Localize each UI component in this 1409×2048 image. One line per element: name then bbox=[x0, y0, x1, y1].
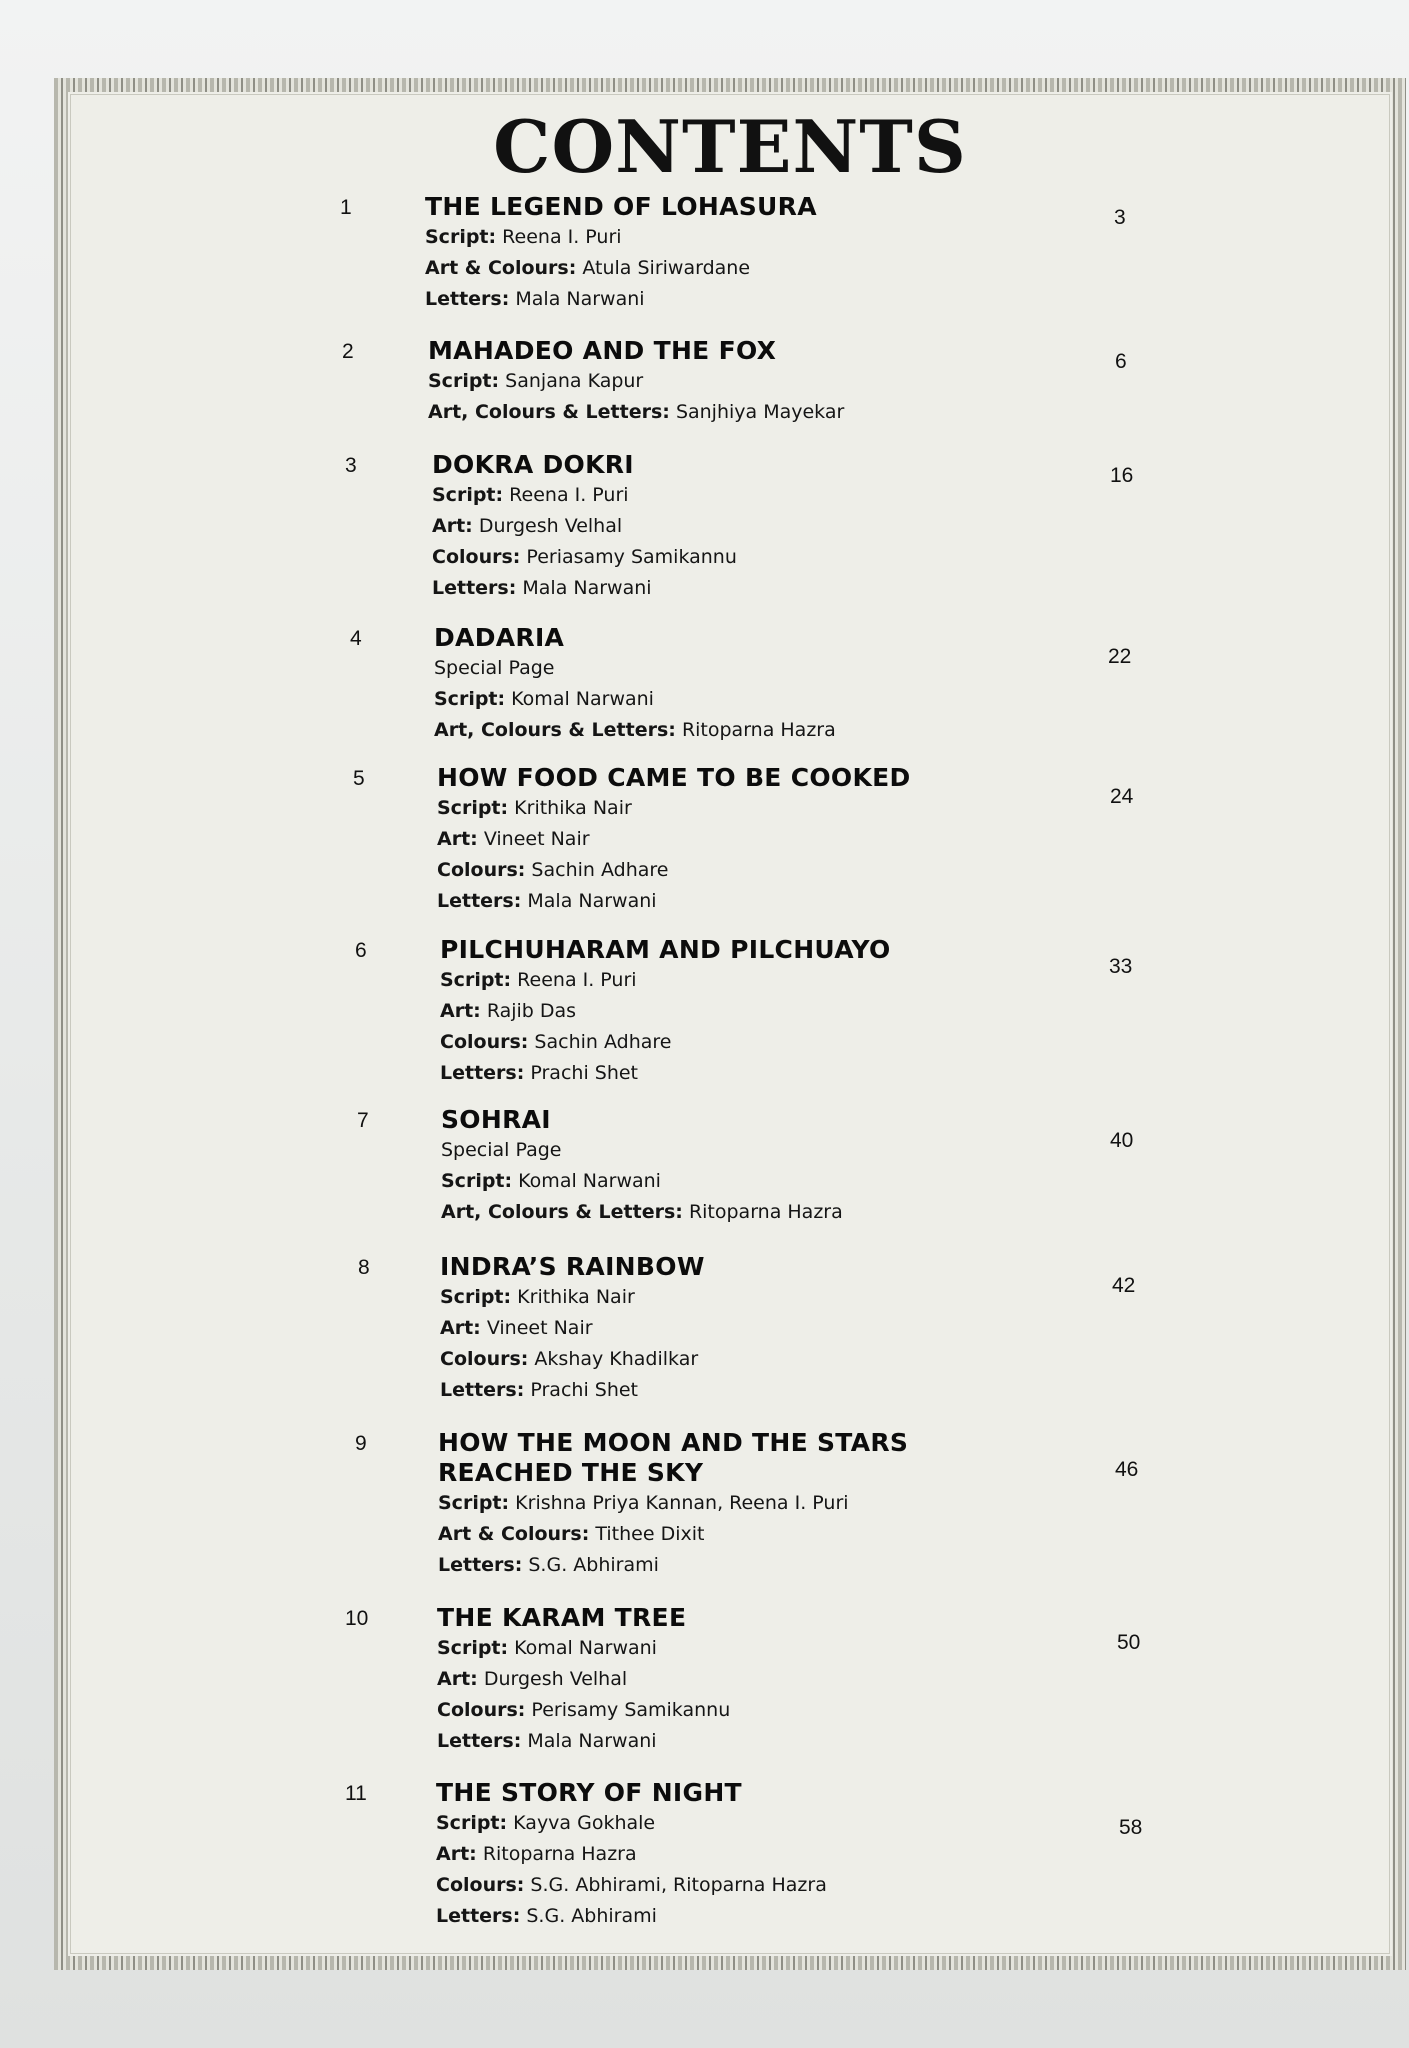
story-title: HOW FOOD CAME TO BE COOKED bbox=[437, 763, 911, 792]
credit-name: Sanjana Kapur bbox=[505, 370, 644, 392]
credit-name: Komal Narwani bbox=[518, 1170, 661, 1192]
story-title: THE LEGEND OF LOHASURA bbox=[425, 192, 817, 221]
entry-number: 10 bbox=[345, 1607, 369, 1630]
credit-name: Vineet Nair bbox=[483, 828, 590, 850]
entry-details bbox=[437, 1603, 730, 1757]
credit-role: Art: bbox=[440, 1000, 481, 1022]
credit-name: Perisamy Samikannu bbox=[531, 1699, 731, 1721]
credit-name: Akshay Khadilkar bbox=[534, 1348, 699, 1370]
credit-name: Periasamy Samikannu bbox=[526, 546, 737, 568]
credit-role: Art, Colours & Letters: bbox=[434, 719, 676, 741]
credit-line bbox=[432, 480, 737, 511]
credit-role: Art, Colours & Letters: bbox=[441, 1201, 683, 1223]
credit-role: Art: bbox=[436, 1843, 477, 1865]
credit-line bbox=[425, 284, 817, 315]
credit-role: Script: bbox=[436, 1812, 508, 1834]
credit-name: S.G. Abhirami bbox=[528, 1554, 659, 1576]
credit-name: Atula Siriwardane bbox=[582, 257, 751, 279]
entry-details bbox=[438, 1428, 908, 1581]
credit-role: Art & Colours: bbox=[425, 257, 577, 279]
credit-name: Ritoparna Hazra bbox=[688, 1201, 843, 1223]
credit-role: Art & Colours: bbox=[438, 1523, 590, 1545]
special-page-label: Special Page bbox=[434, 657, 555, 679]
credit-line bbox=[425, 253, 817, 284]
credit-line bbox=[434, 684, 836, 715]
credit-line bbox=[440, 965, 891, 996]
credit-name: Reena I. Puri bbox=[502, 226, 622, 248]
entry-details bbox=[440, 1252, 705, 1406]
credit-line bbox=[438, 1550, 908, 1581]
credit-role: Script: bbox=[438, 1492, 510, 1514]
credit-name: Krithika Nair bbox=[517, 1286, 635, 1308]
entry-number: 9 bbox=[355, 1432, 367, 1455]
credit-role: Colours: bbox=[440, 1031, 529, 1053]
credit-line bbox=[432, 542, 737, 573]
page-number: 6 bbox=[1115, 350, 1127, 373]
credit-name: Prachi Shet bbox=[530, 1062, 639, 1084]
page-number: 16 bbox=[1110, 464, 1134, 487]
credit-name: Sachin Adhare bbox=[531, 859, 669, 881]
credit-role: Letters: bbox=[440, 1062, 525, 1084]
credit-name: Mala Narwani bbox=[527, 890, 657, 912]
credit-line bbox=[440, 996, 891, 1027]
credit-line bbox=[436, 1901, 827, 1932]
page-number: 46 bbox=[1115, 1458, 1139, 1481]
credit-line bbox=[440, 1282, 705, 1313]
page-number: 33 bbox=[1109, 955, 1133, 978]
credit-line bbox=[440, 1375, 705, 1406]
entry-details bbox=[432, 450, 737, 604]
credit-name: Ritoparna Hazra bbox=[482, 1843, 637, 1865]
entry-number: 4 bbox=[350, 627, 362, 650]
credit-role: Script: bbox=[441, 1170, 513, 1192]
credit-name: Durgesh Velhal bbox=[483, 1668, 628, 1690]
credit-line bbox=[440, 1027, 891, 1058]
entry-number: 6 bbox=[355, 939, 367, 962]
credit-name: Mala Narwani bbox=[522, 577, 652, 599]
credit-name: Rajib Das bbox=[486, 1000, 577, 1022]
credit-name: Sanjhiya Mayekar bbox=[675, 401, 845, 423]
entry-details bbox=[428, 336, 844, 428]
story-title: THE KARAM TREE bbox=[437, 1603, 687, 1632]
credit-line bbox=[436, 1839, 827, 1870]
credit-line bbox=[437, 855, 911, 886]
page-number: 50 bbox=[1117, 1631, 1141, 1654]
credit-line bbox=[437, 1633, 730, 1664]
entry-details bbox=[440, 935, 891, 1089]
credit-role: Art: bbox=[440, 1317, 481, 1339]
credit-role: Letters: bbox=[440, 1379, 525, 1401]
credit-line bbox=[437, 886, 911, 917]
page-title: CONTENTS bbox=[493, 104, 967, 189]
page-number: 40 bbox=[1110, 1129, 1134, 1152]
page-number: 42 bbox=[1112, 1274, 1136, 1297]
entry-number: 11 bbox=[345, 1782, 367, 1805]
page-number: 58 bbox=[1119, 1816, 1143, 1839]
credit-role: Colours: bbox=[437, 859, 526, 881]
credit-role: Letters: bbox=[437, 1730, 522, 1752]
credit-role: Art: bbox=[437, 828, 478, 850]
credit-role: Letters: bbox=[432, 577, 517, 599]
credit-role: Colours: bbox=[436, 1874, 525, 1896]
page-number: 3 bbox=[1114, 206, 1126, 229]
page-number: 24 bbox=[1110, 785, 1134, 808]
credit-name: Kayva Gokhale bbox=[513, 1812, 656, 1834]
credit-name: Tithee Dixit bbox=[595, 1523, 705, 1545]
credit-role: Art: bbox=[437, 1668, 478, 1690]
credit-name: S.G. Abhirami bbox=[526, 1905, 657, 1927]
credit-name: Komal Narwani bbox=[514, 1637, 657, 1659]
credit-name: Mala Narwani bbox=[527, 1730, 657, 1752]
credit-role: Script: bbox=[434, 688, 506, 710]
credit-line bbox=[437, 1695, 730, 1726]
credit-name: Mala Narwani bbox=[515, 288, 645, 310]
credit-line bbox=[428, 366, 844, 397]
story-title: THE STORY OF NIGHT bbox=[436, 1778, 742, 1807]
special-page-label: Special Page bbox=[441, 1139, 562, 1161]
credit-line bbox=[441, 1166, 843, 1197]
entry-number: 1 bbox=[340, 196, 352, 219]
credit-line bbox=[437, 1664, 730, 1695]
entry-details bbox=[437, 763, 911, 917]
credit-name: Prachi Shet bbox=[530, 1379, 639, 1401]
credit-line bbox=[438, 1488, 908, 1519]
story-title: SOHRAI bbox=[441, 1105, 551, 1134]
credit-name: Krishna Priya Kannan, Reena I. Puri bbox=[515, 1492, 849, 1514]
credit-name: Vineet Nair bbox=[486, 1317, 593, 1339]
page-number: 22 bbox=[1108, 645, 1132, 668]
credit-line bbox=[432, 511, 737, 542]
credit-name: Reena I. Puri bbox=[509, 484, 629, 506]
credit-role: Letters: bbox=[436, 1905, 521, 1927]
credit-line bbox=[434, 715, 836, 746]
story-title: PILCHUHARAM AND PILCHUAYO bbox=[440, 935, 891, 964]
credit-name: Reena I. Puri bbox=[517, 969, 637, 991]
credit-line bbox=[432, 573, 737, 604]
story-title: DOKRA DOKRI bbox=[432, 450, 634, 479]
credit-line bbox=[440, 1058, 891, 1089]
credit-role: Script: bbox=[437, 797, 509, 819]
credit-line bbox=[441, 1197, 843, 1228]
credit-name: Sachin Adhare bbox=[534, 1031, 672, 1053]
credit-name: Ritoparna Hazra bbox=[681, 719, 836, 741]
credit-role: Letters: bbox=[425, 288, 510, 310]
story-title: MAHADEO AND THE FOX bbox=[428, 336, 777, 365]
entry-number: 2 bbox=[342, 340, 354, 363]
credit-role: Script: bbox=[437, 1637, 509, 1659]
credit-line bbox=[425, 222, 817, 253]
credit-role: Art: bbox=[432, 515, 473, 537]
credit-line bbox=[438, 1519, 908, 1550]
entry-number: 7 bbox=[357, 1109, 369, 1132]
entry-details bbox=[434, 623, 836, 746]
credit-role: Colours: bbox=[437, 1699, 526, 1721]
credit-role: Letters: bbox=[438, 1554, 523, 1576]
entry-number: 8 bbox=[358, 1256, 370, 1279]
credit-line bbox=[440, 1344, 705, 1375]
entry-details bbox=[436, 1778, 827, 1932]
entry-details bbox=[425, 192, 817, 315]
credit-role: Script: bbox=[432, 484, 504, 506]
credit-role: Script: bbox=[440, 969, 512, 991]
credit-line bbox=[436, 1870, 827, 1901]
credit-name: Krithika Nair bbox=[514, 797, 632, 819]
credit-role: Script: bbox=[428, 370, 500, 392]
credit-line bbox=[436, 1808, 827, 1839]
credit-name: Durgesh Velhal bbox=[478, 515, 623, 537]
credit-name: Komal Narwani bbox=[511, 688, 654, 710]
credit-role: Letters: bbox=[437, 890, 522, 912]
entry-number: 5 bbox=[353, 767, 365, 790]
credit-role: Art, Colours & Letters: bbox=[428, 401, 670, 423]
story-title: INDRA’S RAINBOW bbox=[440, 1252, 705, 1281]
entry-number: 3 bbox=[345, 454, 357, 477]
credit-line bbox=[440, 1313, 705, 1344]
credit-role: Colours: bbox=[440, 1348, 529, 1370]
credit-role: Script: bbox=[440, 1286, 512, 1308]
credit-line bbox=[437, 824, 911, 855]
credit-line bbox=[437, 793, 911, 824]
credit-name: S.G. Abhirami, Ritoparna Hazra bbox=[530, 1874, 827, 1896]
entry-details bbox=[441, 1105, 843, 1228]
credit-line bbox=[437, 1726, 730, 1757]
story-title: DADARIA bbox=[434, 623, 565, 652]
story-title: HOW THE MOON AND THE STARS REACHED THE SKY bbox=[438, 1428, 909, 1487]
credit-line bbox=[428, 397, 844, 428]
credit-role: Colours: bbox=[432, 546, 521, 568]
credit-role: Script: bbox=[425, 226, 497, 248]
